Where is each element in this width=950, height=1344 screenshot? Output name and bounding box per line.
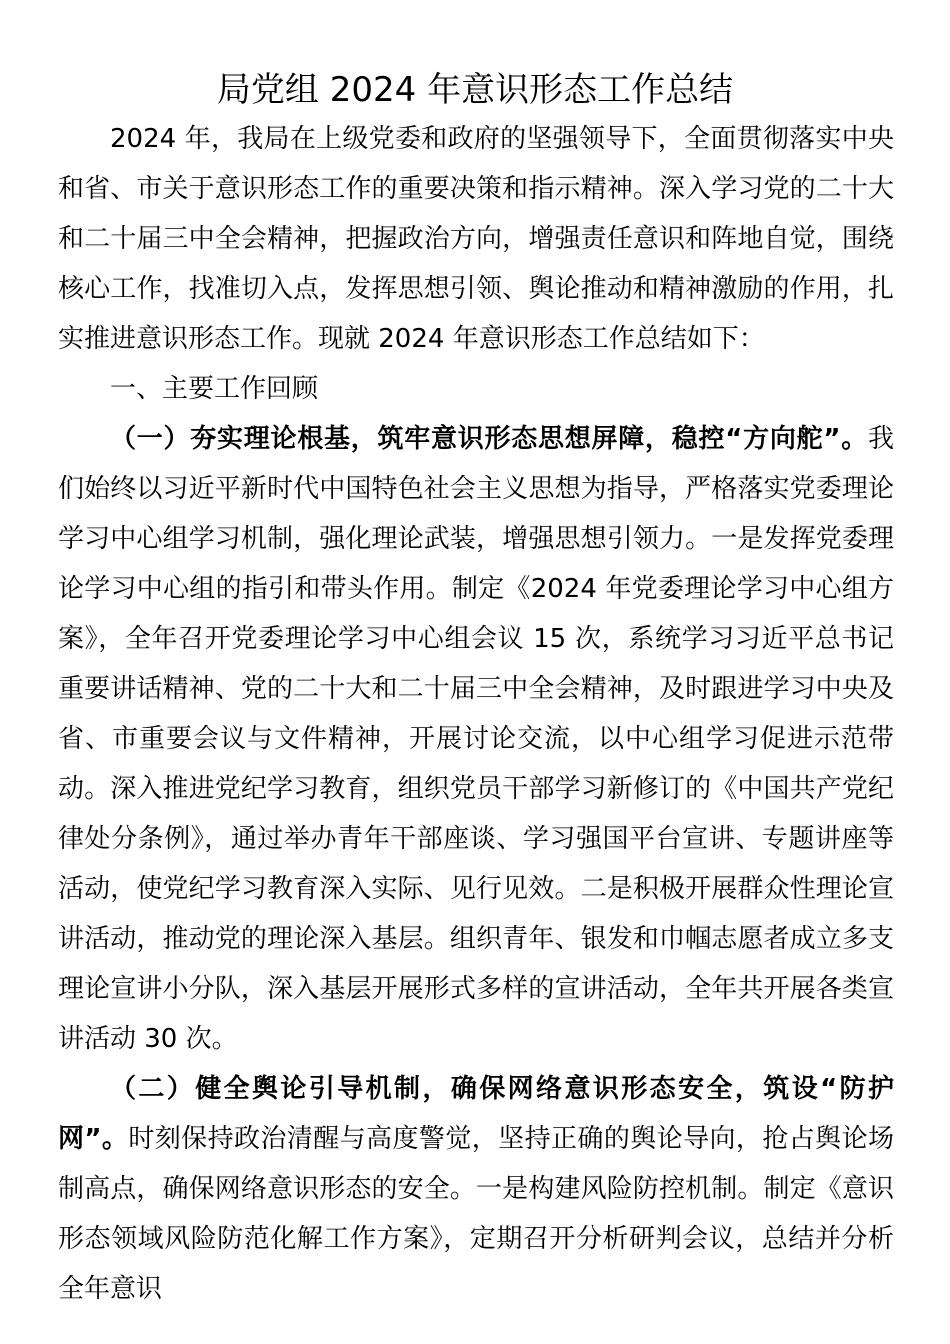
item-2-text: 时刻保持政治清醒与高度警觉，坚持正确的舆论导向，抢占舆论场制高点，确保网络意识形态的安全。一是构建风险防控机制。制定《意识形态领域风险防范化解工作方案》，定期召开分析研判会议，总结并分析全年意识 [58, 1124, 894, 1304]
item-2-heading: （二）健全舆论引导机制，确保网络意识形态安全，筑设“防护网”。 [58, 1074, 894, 1154]
item-1-paragraph [58, 414, 894, 1064]
document-body [58, 114, 894, 1314]
item-2-paragraph [58, 1064, 894, 1314]
intro-paragraph: 2024 年，我局在上级党委和政府的坚强领导下，全面贯彻落实中央和省、市关于意识形态工作的重要决策和指示精神。深入学习党的二十大和二十届三中全会精神，把握政治方向，增强责任意识和阵地自觉，围绕核心工作，找准切入点，发挥思想引领、舆论推动和精神激励的作用，扎实推进意识形态工作。现就 2024 年意识形态工作总结如下： [58, 124, 894, 354]
item-1-text: 我们始终以习近平新时代中国特色社会主义思想为指导，严格落实党委理论学习中心组学习机制，强化理论武装，增强思想引领力。一是发挥党委理论学习中心组的指引和带头作用。制定《2024 年党委理论学习中心组方案》，全年召开党委理论学习中心组会议 15 次，系统学习习近平总书记重要讲话精神、党的二十大和二十届三中全会精神，及时跟进学习中央及省、市重要会议与文件精神，开展讨论交流，以中心组学习促进示范带动。深入推进党纪学习教育，组织党员干部学习新修订的《中国共产党纪律处分条例》，通过举办青年干部座谈、学习强国平台宣讲、专题讲座等活动，使党纪学习教育深入实际、见行见效。二是积极开展群众性理论宣讲活动，推动党的理论深入基层。组织青年、银发和巾帼志愿者成立多支理论宣讲小分队，深入基层开展形式多样的宣讲活动，全年共开展各类宣讲活动 30 次。 [58, 424, 894, 1054]
item-1-heading: （一）夯实理论根基，筑牢意识形态思想屏障，稳控“方向舵”。 [110, 424, 868, 454]
document-title: 局党组 2024 年意识形态工作总结 [216, 70, 734, 110]
section-heading: 一、主要工作回顾 [110, 374, 319, 404]
